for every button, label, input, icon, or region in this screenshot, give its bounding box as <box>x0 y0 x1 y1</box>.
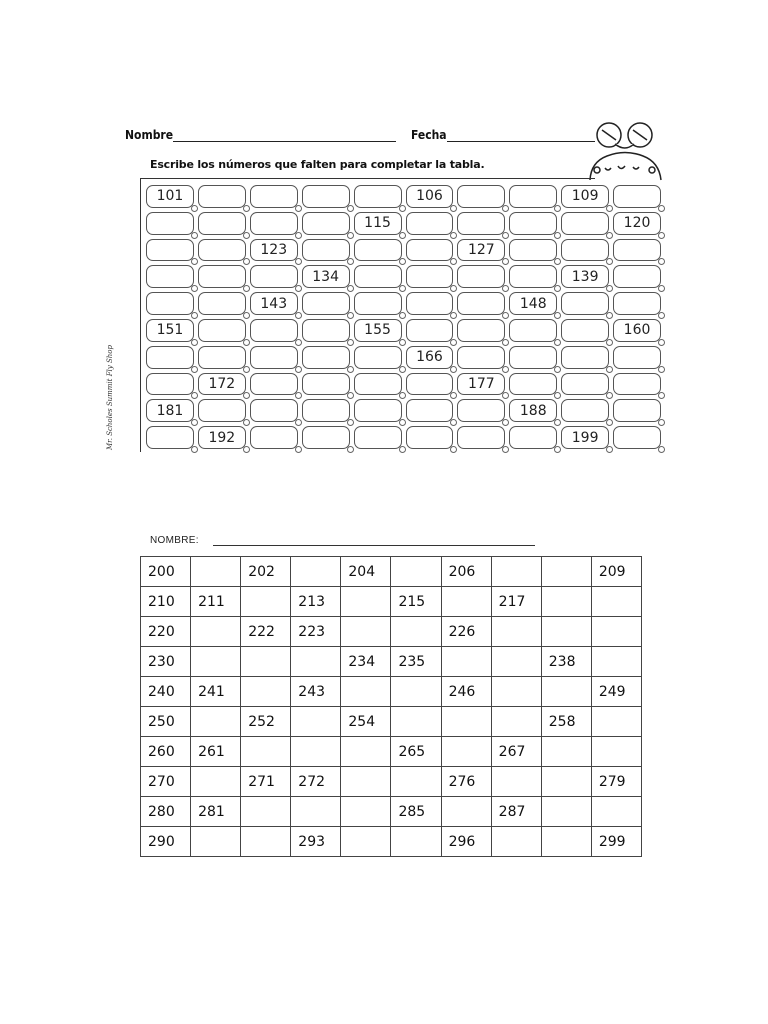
table-row <box>141 647 642 677</box>
grid-cell-blank[interactable] <box>146 292 194 315</box>
table-cell-filled: 226 <box>441 617 491 647</box>
grid-cell-filled: 192 <box>198 426 246 449</box>
grid-cell-blank[interactable] <box>561 319 609 342</box>
grid-cell-blank[interactable] <box>509 212 557 235</box>
table-cell-filled: 222 <box>241 617 291 647</box>
table-cell-blank[interactable] <box>591 647 641 677</box>
table-cell-blank[interactable] <box>341 797 391 827</box>
grid-cell-blank[interactable] <box>457 185 505 208</box>
grid-cell-blank[interactable] <box>509 185 557 208</box>
table-cell-blank[interactable] <box>441 707 491 737</box>
instruction-text: Escribe los números que falten para completar la tabla. <box>150 158 485 171</box>
table-cell-blank[interactable] <box>491 617 541 647</box>
worksheet-1 <box>0 0 768 470</box>
table-cell-filled: 210 <box>141 587 191 617</box>
grid-cell-filled: 139 <box>561 265 609 288</box>
table-cell-filled: 213 <box>291 587 341 617</box>
table-cell-blank[interactable] <box>541 797 591 827</box>
grid-cell-blank[interactable] <box>561 346 609 369</box>
grid-cell-blank[interactable] <box>198 185 246 208</box>
grid-cell-blank[interactable] <box>302 373 350 396</box>
grid-cell-blank[interactable] <box>406 426 454 449</box>
grid-cell-blank[interactable] <box>354 399 402 422</box>
table-cell-blank[interactable] <box>491 647 541 677</box>
grid-cell-blank[interactable] <box>198 265 246 288</box>
table-cell-filled: 290 <box>141 827 191 857</box>
table-cell-filled: 271 <box>241 767 291 797</box>
table-cell-blank[interactable] <box>241 587 291 617</box>
grid-cell-blank[interactable] <box>250 185 298 208</box>
table-cell-filled: 209 <box>591 557 641 587</box>
table-cell-filled: 265 <box>391 737 441 767</box>
table-cell-blank[interactable] <box>591 617 641 647</box>
grid-cell-blank[interactable] <box>613 239 661 262</box>
grid-cell-blank[interactable] <box>457 319 505 342</box>
grid-cell-blank[interactable] <box>250 346 298 369</box>
table-cell-filled: 279 <box>591 767 641 797</box>
grid-cell-filled: 120 <box>613 212 661 235</box>
table-cell-filled: 281 <box>191 797 241 827</box>
table-cell-blank[interactable] <box>591 587 641 617</box>
table-cell-filled: 234 <box>341 647 391 677</box>
table-cell-blank[interactable] <box>341 617 391 647</box>
table-cell-filled: 238 <box>541 647 591 677</box>
table-cell-blank[interactable] <box>541 827 591 857</box>
table-cell-blank[interactable] <box>541 737 591 767</box>
grid-cell-blank[interactable] <box>302 399 350 422</box>
table-cell-blank[interactable] <box>341 767 391 797</box>
table-cell-blank[interactable] <box>391 617 441 647</box>
table-cell-blank[interactable] <box>591 797 641 827</box>
table-cell-filled: 260 <box>141 737 191 767</box>
table-row <box>141 587 642 617</box>
number-grid-101-200 <box>146 185 661 449</box>
grid-cell-blank[interactable] <box>457 212 505 235</box>
grid-cell-filled: 115 <box>354 212 402 235</box>
table-cell-blank[interactable] <box>291 557 341 587</box>
grid-cell-blank[interactable] <box>250 426 298 449</box>
table-cell-filled: 293 <box>291 827 341 857</box>
table-cell-blank[interactable] <box>191 617 241 647</box>
table-cell-blank[interactable] <box>341 827 391 857</box>
grid-cell-blank[interactable] <box>406 212 454 235</box>
nombre-line[interactable] <box>173 141 396 142</box>
grid-cell-blank[interactable] <box>146 426 194 449</box>
table-cell-filled: 215 <box>391 587 441 617</box>
table-cell-blank[interactable] <box>191 767 241 797</box>
table-cell-filled: 258 <box>541 707 591 737</box>
table-cell-blank[interactable] <box>341 677 391 707</box>
table-cell-filled: 204 <box>341 557 391 587</box>
table-cell-filled: 252 <box>241 707 291 737</box>
grid-cell-blank[interactable] <box>302 185 350 208</box>
table-cell-blank[interactable] <box>391 677 441 707</box>
table-cell-blank[interactable] <box>441 587 491 617</box>
nombre-label: Nombre <box>125 128 174 142</box>
table-cell-blank[interactable] <box>391 707 441 737</box>
table-cell-filled: 202 <box>241 557 291 587</box>
grid-cell-blank[interactable] <box>354 426 402 449</box>
table-cell-filled: 254 <box>341 707 391 737</box>
grid-cell-blank[interactable] <box>613 426 661 449</box>
grid-cell-blank[interactable] <box>457 399 505 422</box>
grid-cell-blank[interactable] <box>354 185 402 208</box>
table-cell-blank[interactable] <box>491 707 541 737</box>
table-cell-blank[interactable] <box>191 707 241 737</box>
table-cell-filled: 243 <box>291 677 341 707</box>
table-cell-filled: 246 <box>441 677 491 707</box>
table-cell-blank[interactable] <box>541 617 591 647</box>
table-cell-filled: 272 <box>291 767 341 797</box>
table-cell-blank[interactable] <box>491 557 541 587</box>
grid-cell-blank[interactable] <box>613 346 661 369</box>
grid-cell-blank[interactable] <box>302 426 350 449</box>
table-cell-filled: 287 <box>491 797 541 827</box>
table-cell-blank[interactable] <box>491 767 541 797</box>
grid-cell-blank[interactable] <box>302 346 350 369</box>
grid-cell-blank[interactable] <box>302 212 350 235</box>
table-cell-filled: 285 <box>391 797 441 827</box>
grid-cell-blank[interactable] <box>457 346 505 369</box>
nombre-label-2: NOMBRE: <box>150 535 199 546</box>
table-cell-blank[interactable] <box>491 677 541 707</box>
grid-cell-blank[interactable] <box>198 239 246 262</box>
grid-cell-blank[interactable] <box>613 265 661 288</box>
grid-cell-blank[interactable] <box>613 373 661 396</box>
table-cell-blank[interactable] <box>541 767 591 797</box>
table-cell-blank[interactable] <box>291 647 341 677</box>
grid-cell-filled: 188 <box>509 399 557 422</box>
crab-illustration-icon <box>585 122 665 182</box>
grid-cell-filled: 109 <box>561 185 609 208</box>
table-cell-blank[interactable] <box>241 737 291 767</box>
table-cell-filled: 217 <box>491 587 541 617</box>
grid-cell-blank[interactable] <box>302 292 350 315</box>
table-cell-filled: 299 <box>591 827 641 857</box>
table-cell-blank[interactable] <box>591 737 641 767</box>
grid-cell-filled: 172 <box>198 373 246 396</box>
fecha-line[interactable] <box>447 141 595 142</box>
grid-cell-blank[interactable] <box>146 265 194 288</box>
grid-cell-blank[interactable] <box>561 212 609 235</box>
grid-cell-blank[interactable] <box>354 265 402 288</box>
table-row <box>141 617 642 647</box>
grid-cell-blank[interactable] <box>250 212 298 235</box>
grid-cell-blank[interactable] <box>146 239 194 262</box>
table-row <box>141 797 642 827</box>
table-cell-blank[interactable] <box>191 827 241 857</box>
grid-cell-blank[interactable] <box>561 373 609 396</box>
grid-cell-filled: 143 <box>250 292 298 315</box>
table-cell-filled: 211 <box>191 587 241 617</box>
fecha-label: Fecha <box>411 128 447 142</box>
grid-cell-blank[interactable] <box>250 265 298 288</box>
table-cell-blank[interactable] <box>441 647 491 677</box>
grid-cell-blank[interactable] <box>354 239 402 262</box>
grid-cell-blank[interactable] <box>561 239 609 262</box>
table-cell-filled: 296 <box>441 827 491 857</box>
grid-cell-blank[interactable] <box>561 399 609 422</box>
number-table-200-299 <box>140 556 642 857</box>
table-cell-blank[interactable] <box>291 737 341 767</box>
table-cell-blank[interactable] <box>241 797 291 827</box>
table-cell-filled: 200 <box>141 557 191 587</box>
grid-cell-blank[interactable] <box>457 426 505 449</box>
grid-cell-filled: 199 <box>561 426 609 449</box>
grid-cell-blank[interactable] <box>250 373 298 396</box>
table-cell-blank[interactable] <box>341 587 391 617</box>
table-cell-blank[interactable] <box>241 647 291 677</box>
table-cell-filled: 230 <box>141 647 191 677</box>
table-cell-filled: 249 <box>591 677 641 707</box>
table-cell-filled: 267 <box>491 737 541 767</box>
table-cell-blank[interactable] <box>591 707 641 737</box>
grid-cell-blank[interactable] <box>613 185 661 208</box>
grid-cell-filled: 155 <box>354 319 402 342</box>
credit-text: Mr. Scholes Summit Fly Shop <box>106 345 114 450</box>
table-cell-blank[interactable] <box>341 737 391 767</box>
table-cell-filled: 280 <box>141 797 191 827</box>
grid-cell-blank[interactable] <box>250 319 298 342</box>
table-row <box>141 557 642 587</box>
grid-cell-blank[interactable] <box>406 399 454 422</box>
table-cell-blank[interactable] <box>191 647 241 677</box>
table-cell-filled: 250 <box>141 707 191 737</box>
grid-cell-blank[interactable] <box>198 292 246 315</box>
grid-cell-filled: 151 <box>146 319 194 342</box>
grid-cell-blank[interactable] <box>509 239 557 262</box>
grid-cell-blank[interactable] <box>457 265 505 288</box>
grid-cell-blank[interactable] <box>406 319 454 342</box>
table-cell-blank[interactable] <box>391 557 441 587</box>
grid-cell-blank[interactable] <box>406 292 454 315</box>
grid-cell-filled: 177 <box>457 373 505 396</box>
table-row <box>141 707 642 737</box>
table-cell-blank[interactable] <box>241 677 291 707</box>
grid-cell-blank[interactable] <box>457 292 505 315</box>
grid-cell-blank[interactable] <box>509 346 557 369</box>
grid-cell-filled: 123 <box>250 239 298 262</box>
grid-cell-filled: 148 <box>509 292 557 315</box>
grid-cell-blank[interactable] <box>302 239 350 262</box>
table-cell-blank[interactable] <box>541 557 591 587</box>
grid-cell-blank[interactable] <box>198 212 246 235</box>
grid-cell-blank[interactable] <box>146 373 194 396</box>
grid-cell-blank[interactable] <box>613 292 661 315</box>
table-cell-filled: 240 <box>141 677 191 707</box>
table-cell-filled: 235 <box>391 647 441 677</box>
table-cell-filled: 206 <box>441 557 491 587</box>
grid-cell-blank[interactable] <box>406 373 454 396</box>
table-cell-filled: 270 <box>141 767 191 797</box>
table-cell-blank[interactable] <box>541 587 591 617</box>
grid-cell-filled: 127 <box>457 239 505 262</box>
table-cell-blank[interactable] <box>441 797 491 827</box>
grid-cell-blank[interactable] <box>198 319 246 342</box>
table-cell-blank[interactable] <box>541 677 591 707</box>
table-row <box>141 677 642 707</box>
grid-cell-blank[interactable] <box>146 346 194 369</box>
table-cell-filled: 241 <box>191 677 241 707</box>
grid-cell-blank[interactable] <box>146 212 194 235</box>
grid-cell-blank[interactable] <box>198 346 246 369</box>
table-row <box>141 737 642 767</box>
grid-cell-filled: 106 <box>406 185 454 208</box>
grid-cell-blank[interactable] <box>561 292 609 315</box>
grid-cell-blank[interactable] <box>509 319 557 342</box>
table-cell-blank[interactable] <box>491 827 541 857</box>
grid-cell-filled: 134 <box>302 265 350 288</box>
grid-cell-blank[interactable] <box>406 265 454 288</box>
table-cell-filled: 223 <box>291 617 341 647</box>
table-cell-blank[interactable] <box>291 707 341 737</box>
grid-cell-blank[interactable] <box>509 373 557 396</box>
grid-cell-blank[interactable] <box>198 399 246 422</box>
table-cell-filled: 220 <box>141 617 191 647</box>
grid-cell-blank[interactable] <box>509 265 557 288</box>
table-row <box>141 767 642 797</box>
grid-cell-blank[interactable] <box>406 239 454 262</box>
grid-cell-filled: 101 <box>146 185 194 208</box>
grid-cell-blank[interactable] <box>354 346 402 369</box>
table-cell-blank[interactable] <box>191 557 241 587</box>
grid-cell-filled: 181 <box>146 399 194 422</box>
grid-cell-blank[interactable] <box>354 292 402 315</box>
table-cell-filled: 261 <box>191 737 241 767</box>
grid-cell-blank[interactable] <box>302 319 350 342</box>
table-cell-filled: 276 <box>441 767 491 797</box>
grid-cell-blank[interactable] <box>509 426 557 449</box>
table-cell-blank[interactable] <box>441 737 491 767</box>
grid-cell-blank[interactable] <box>613 399 661 422</box>
table-cell-blank[interactable] <box>241 827 291 857</box>
grid-cell-filled: 166 <box>406 346 454 369</box>
grid-cell-filled: 160 <box>613 319 661 342</box>
grid-cell-blank[interactable] <box>354 373 402 396</box>
table-cell-blank[interactable] <box>291 797 341 827</box>
table-row <box>141 827 642 857</box>
nombre-line-2[interactable] <box>213 545 535 546</box>
grid-cell-blank[interactable] <box>250 399 298 422</box>
table-cell-blank[interactable] <box>391 767 441 797</box>
table-cell-blank[interactable] <box>391 827 441 857</box>
